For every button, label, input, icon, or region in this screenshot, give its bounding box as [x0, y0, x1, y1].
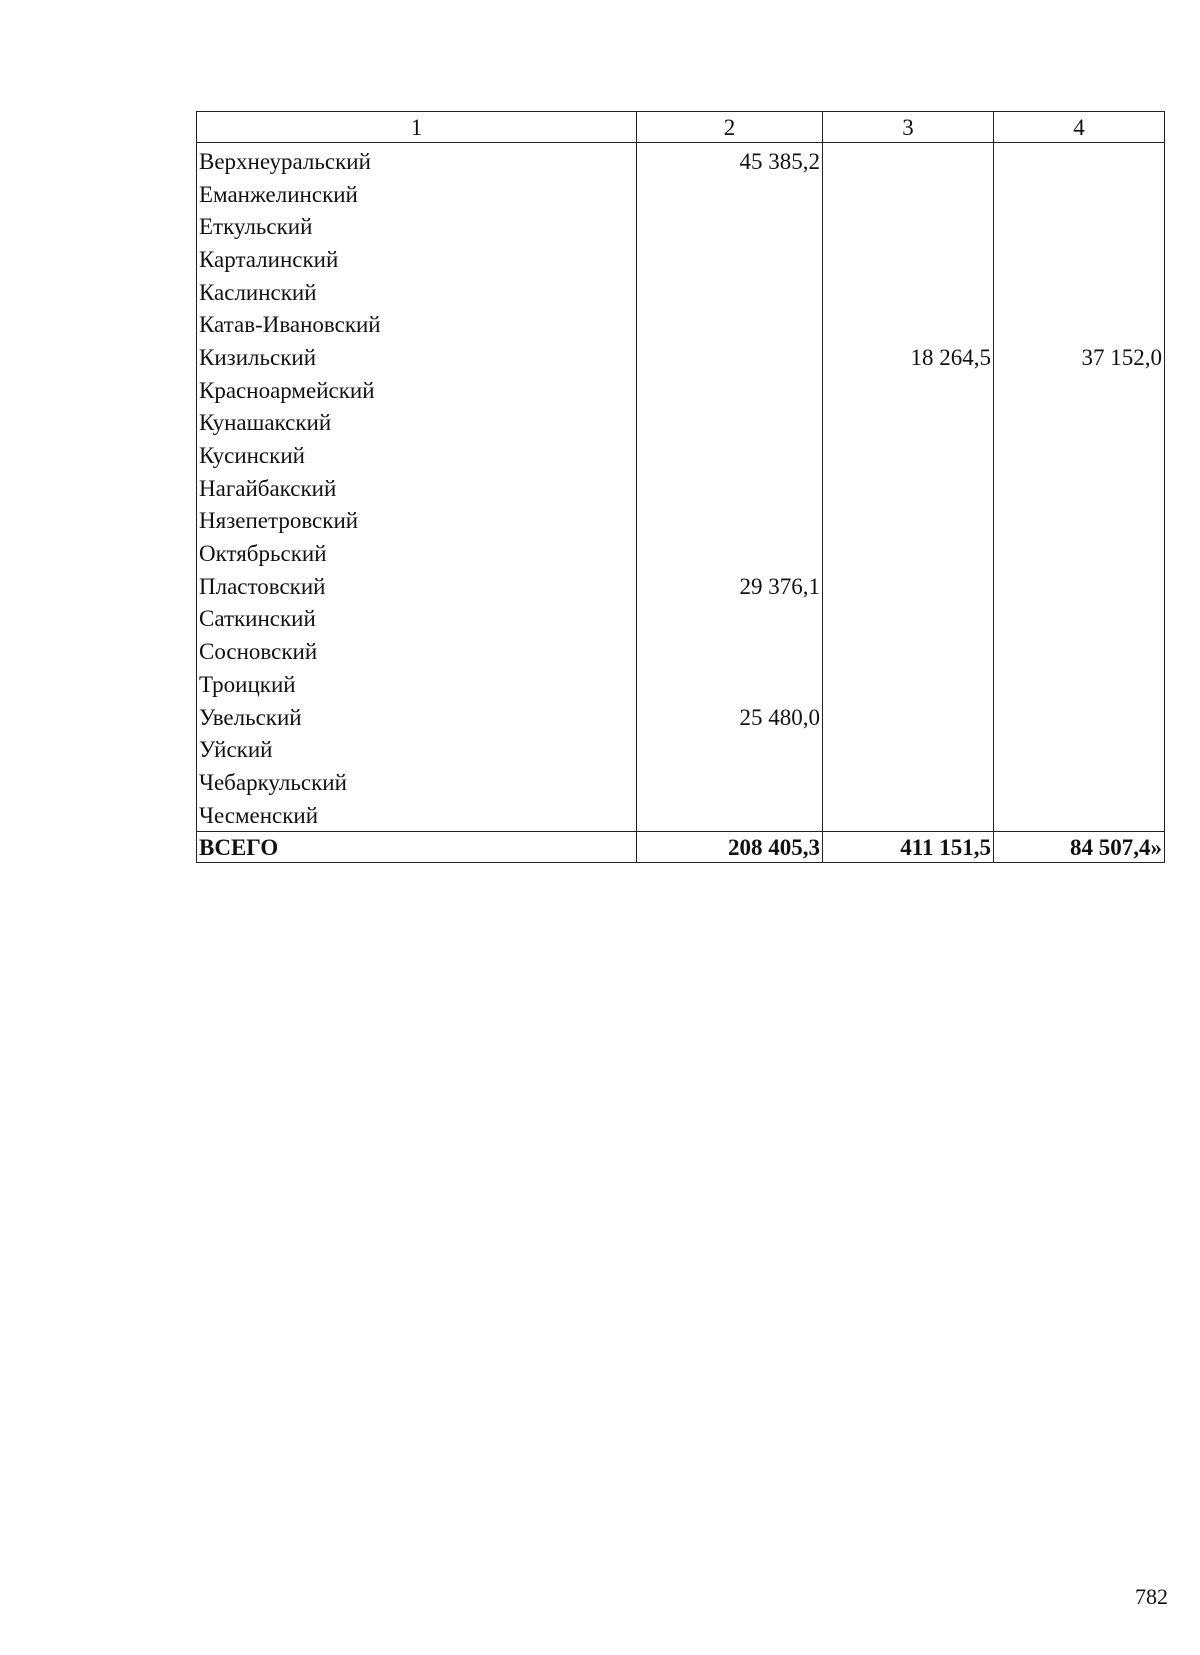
value-cell — [637, 799, 823, 832]
value-cell — [994, 374, 1165, 407]
value-cell — [994, 276, 1165, 309]
column-header-3: 3 — [823, 112, 994, 143]
district-name-cell: Чесменский — [197, 799, 637, 832]
value-cell — [637, 668, 823, 701]
value-cell — [823, 374, 994, 407]
total-row — [197, 832, 1165, 863]
district-name-cell: Саткинский — [197, 603, 637, 636]
district-name-cell: Сосновский — [197, 635, 637, 668]
table-row — [197, 243, 1165, 276]
value-cell — [823, 276, 994, 309]
value-cell — [823, 668, 994, 701]
value-cell — [823, 537, 994, 570]
district-name-cell: Каслинский — [197, 276, 637, 309]
value-cell — [823, 210, 994, 243]
value-cell — [637, 766, 823, 799]
page-number: 782 — [1135, 1584, 1168, 1609]
value-cell — [994, 178, 1165, 211]
table-row — [197, 537, 1165, 570]
total-value-cell: 208 405,3 — [637, 832, 823, 863]
value-cell — [823, 407, 994, 440]
value-cell — [823, 570, 994, 603]
value-cell — [994, 505, 1165, 538]
table-row — [197, 341, 1165, 374]
value-cell: 37 152,0 — [994, 341, 1165, 374]
value-cell — [637, 243, 823, 276]
value-cell — [994, 243, 1165, 276]
value-cell — [994, 407, 1165, 440]
district-name-cell: Кизильский — [197, 341, 637, 374]
value-cell — [994, 799, 1165, 832]
district-name-cell: Еманжелинский — [197, 178, 637, 211]
district-name-cell: Кунашакский — [197, 407, 637, 440]
table-row — [197, 308, 1165, 341]
budget-table — [196, 111, 1165, 863]
value-cell — [823, 603, 994, 636]
value-cell — [823, 799, 994, 832]
table-body — [197, 143, 1165, 863]
value-cell — [994, 439, 1165, 472]
table-row — [197, 407, 1165, 440]
district-name-cell: Нагайбакский — [197, 472, 637, 505]
table-row — [197, 766, 1165, 799]
table-row — [197, 505, 1165, 538]
value-cell — [994, 733, 1165, 766]
table-row — [197, 733, 1165, 766]
table-row — [197, 374, 1165, 407]
value-cell — [994, 603, 1165, 636]
district-name-cell: Чебаркульский — [197, 766, 637, 799]
value-cell — [637, 537, 823, 570]
value-cell — [637, 603, 823, 636]
total-value-cell: 411 151,5 — [823, 832, 994, 863]
table-row — [197, 143, 1165, 178]
district-name-cell: Верхнеуральский — [197, 143, 637, 178]
value-cell — [637, 178, 823, 211]
district-name-cell: Катав-Ивановский — [197, 308, 637, 341]
column-header-4: 4 — [994, 112, 1165, 143]
table-row — [197, 799, 1165, 832]
district-name-cell: Еткульский — [197, 210, 637, 243]
total-value-cell: 84 507,4» — [994, 832, 1165, 863]
table-row — [197, 701, 1165, 734]
total-label-cell: ВСЕГО — [197, 832, 637, 863]
district-name-cell: Кусинский — [197, 439, 637, 472]
value-cell — [637, 472, 823, 505]
value-cell — [823, 308, 994, 341]
value-cell — [637, 505, 823, 538]
value-cell — [994, 210, 1165, 243]
value-cell — [994, 668, 1165, 701]
table-row — [197, 210, 1165, 243]
value-cell — [994, 472, 1165, 505]
table-header-row — [197, 112, 1165, 143]
value-cell — [637, 210, 823, 243]
value-cell — [637, 439, 823, 472]
value-cell — [994, 635, 1165, 668]
value-cell — [994, 570, 1165, 603]
table-row — [197, 570, 1165, 603]
value-cell — [823, 733, 994, 766]
value-cell — [823, 635, 994, 668]
value-cell — [823, 505, 994, 538]
value-cell — [637, 733, 823, 766]
district-name-cell: Нязепетровский — [197, 505, 637, 538]
column-header-2: 2 — [637, 112, 823, 143]
district-name-cell: Пластовский — [197, 570, 637, 603]
table-row — [197, 439, 1165, 472]
value-cell: 29 376,1 — [637, 570, 823, 603]
value-cell: 45 385,2 — [637, 143, 823, 178]
value-cell — [823, 243, 994, 276]
district-name-cell: Карталинский — [197, 243, 637, 276]
value-cell — [637, 635, 823, 668]
district-name-cell: Увельский — [197, 701, 637, 734]
value-cell — [637, 407, 823, 440]
value-cell: 18 264,5 — [823, 341, 994, 374]
table-row — [197, 603, 1165, 636]
value-cell — [823, 178, 994, 211]
district-name-cell: Уйский — [197, 733, 637, 766]
value-cell: 25 480,0 — [637, 701, 823, 734]
district-name-cell: Троицкий — [197, 668, 637, 701]
value-cell — [823, 143, 994, 178]
value-cell — [637, 308, 823, 341]
value-cell — [823, 701, 994, 734]
value-cell — [994, 701, 1165, 734]
value-cell — [994, 308, 1165, 341]
table-row — [197, 276, 1165, 309]
table-row — [197, 178, 1165, 211]
value-cell — [994, 143, 1165, 178]
column-header-1: 1 — [197, 112, 637, 143]
value-cell — [994, 537, 1165, 570]
district-name-cell: Октябрьский — [197, 537, 637, 570]
table-row — [197, 635, 1165, 668]
value-cell — [823, 472, 994, 505]
value-cell — [994, 766, 1165, 799]
value-cell — [823, 766, 994, 799]
table-row — [197, 472, 1165, 505]
value-cell — [637, 276, 823, 309]
value-cell — [637, 341, 823, 374]
table-row — [197, 668, 1165, 701]
value-cell — [637, 374, 823, 407]
value-cell — [823, 439, 994, 472]
district-name-cell: Красноармейский — [197, 374, 637, 407]
